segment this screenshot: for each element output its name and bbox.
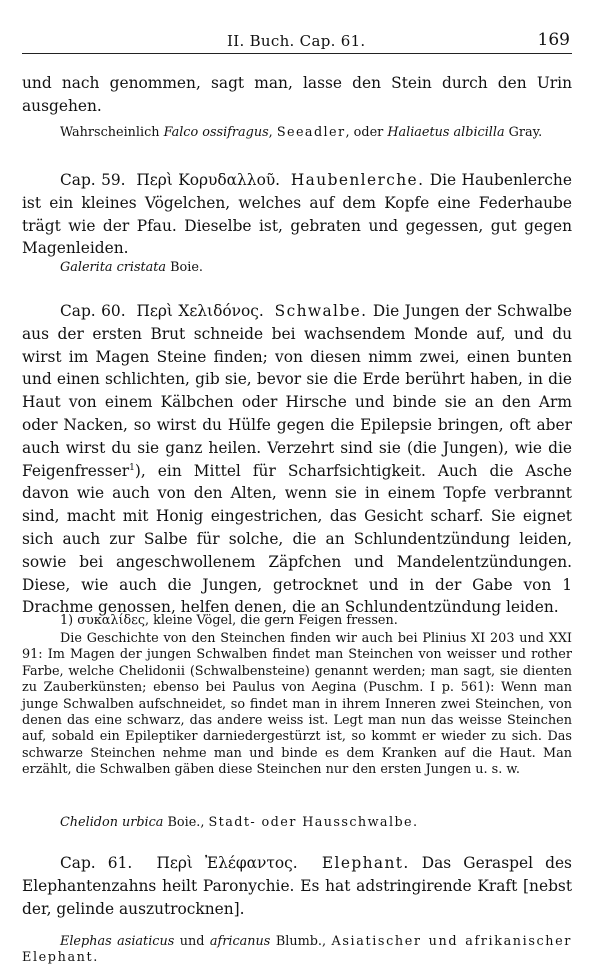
chapter-61	[22, 852, 572, 920]
species-name: Chelidon urbica	[60, 815, 164, 830]
greek-title: Περὶ Χελιδόνος.	[136, 302, 264, 320]
greek-title: Περὶ Ἐλέφαντος.	[156, 854, 298, 872]
commentary	[22, 631, 572, 779]
intro-section	[22, 72, 572, 118]
chapter-60-note: Chelidon urbica Boie., Stadt- oder Hausschwalbe.	[60, 815, 419, 830]
chapter-61-paragraph	[22, 852, 572, 920]
chapter-59	[22, 169, 572, 260]
chapter-59-note: Galerita cristata Boie.	[60, 260, 203, 275]
species-name: africanus	[209, 934, 271, 949]
running-title: II. Buch. Cap. 61.	[227, 32, 366, 50]
greek-title: Περὶ Κορυδαλλοῦ.	[136, 171, 281, 189]
chapter-text: Das Geraspel des Elephantenzahns heilt Paronychie. Es hat adstringirende Kraft [nebst der, gelinde auszutrocknen].	[22, 854, 572, 918]
common-name: Stadt- oder Hausschwalbe.	[208, 815, 419, 830]
footnote-marker: 1	[129, 462, 135, 473]
chapter-61-note: Elephas asiaticus und africanus Blumb., Asiatischer und afrikanischer Elephant.	[22, 934, 572, 966]
commentary-paragraph: Die Geschichte von den Steinchen finden wir auch bei Plinius XI 203 und XXI 91: Im Magen der jungen Schwalben findet man Steinchen von weisser und rother Farbe, welche Chelidonii (Schwalbensteine) genannt werden; man sagt, sie dienten zu Zauberkünsten; ebenso bei Paulus von Aegina (Puschm. I p. 561): Wenn man junge Schwalben aufschneidet, so findet man in ihrem Inneren zwei Steinchen, von denen das eine schwarz, das andere weiss ist. Legt man nun das weisse Steinchen auf, sobald ein Epileptiker darniedergestürzt ist, so kommt er wieder zu sich. Das schwarze Steinchen nehme man und binde es dem Kranken auf die Haut. Man erzählt, die Schwalben gäben diese Steinchen nur den ersten Jungen u. s. w.	[22, 631, 572, 778]
greek-word: συκαλίδες	[77, 613, 146, 628]
chapter-59-paragraph	[22, 169, 572, 260]
footnote-1: 1) συκαλίδες, kleine Vögel, die gern Feigen fressen.	[60, 613, 398, 628]
common-name: Asiatischer und afrikanischer Elephant.	[22, 934, 572, 966]
chapter-name: Haubenlerche.	[290, 171, 425, 189]
species-name: Elephas asiaticus	[60, 934, 175, 949]
intro-note: Wahrscheinlich Falco ossifragus, Seeadler, oder Haliaetus albicilla Gray.	[60, 125, 543, 140]
species-name: Galerita cristata	[60, 260, 167, 275]
common-name: Seeadler	[276, 125, 346, 140]
chapter-text: Die Jungen der Schwalbe aus der ersten Brut schneide bei wachsendem Monde auf, und du wirst im Magen Steine finden; von diesen nimm zwei, einen bunten und einen schlichten, gib sie, bevor sie die Erde berührt haben, in die Haut von einem Kälbchen oder Hirsche und binde sie an den Arm oder Nacken, so wirst du Hülfe gegen die Epilepsie bringen, oft aber auch wirst du sie ganz heilen. Verzehrt sind sie (die Jungen), wie die Feigenfresser	[22, 302, 573, 480]
chapter-60-paragraph: Cap. 60. Περὶ Χελιδόνος. Schwalbe. Die Jungen der Schwalbe aus der ersten Brut schneide bei wachsendem Monde auf, und du wirst im Magen Steine finden; von diesen nimm zwei, einen bunten und einen schlichten, gib sie, bevor sie die Erde berührt haben, in die Haut von einem Kälbchen oder Hirsche und binde sie an den Arm oder Nacken, so wirst du Hülfe gegen die Epilepsie bringen, oft aber auch wirst du sie ganz heilen. Verzehrt sind sie (die Jungen), wie die Feigenfresser$^1$), ein Mittel für Scharfsichtigkeit. Auch die Asche davon wie auch von den Alten, wenn sie in einem Topfe verbrannt sind, macht mit Honig eingestrichen, das Gesicht scharf. Sie eignet sich auch zur Salbe für solche, die an Schlundentzündung leiden, sowie bei angeschwollenem Zäpfchen und Mandelentzündungen. Diese, wie auch die Jungen, getrocknet und in der Gabe von 1 Drachme genossen, helfen denen, die an Schlundentzündung leiden.	[22, 302, 573, 617]
species-name: Haliaetus albicilla	[387, 125, 505, 140]
page-number: 169	[537, 30, 570, 50]
species-name: Falco ossifragus	[163, 125, 269, 140]
page-header	[22, 30, 572, 54]
chapter-name: Schwalbe.	[274, 302, 368, 320]
chapter-text: Die Haubenlerche ist ein kleines Vögelchen, welches auf dem Kopfe eine Federhaube trägt wie der Pfau. Dieselbe ist, gebraten und gegessen, gut gegen Magenleiden.	[22, 171, 572, 258]
footnote-label: 1)	[60, 613, 74, 628]
chapter-number: Cap. 61.	[60, 854, 133, 872]
chapter-60	[22, 300, 572, 619]
intro-paragraph: und nach genommen, sagt man, lasse den Stein durch den Urin ausgehen.	[22, 74, 572, 115]
chapter-number: Cap. 60.	[60, 302, 126, 320]
chapter-number: Cap. 59.	[60, 171, 126, 189]
header-rule	[22, 53, 572, 54]
chapter-name: Elephant.	[321, 854, 410, 872]
